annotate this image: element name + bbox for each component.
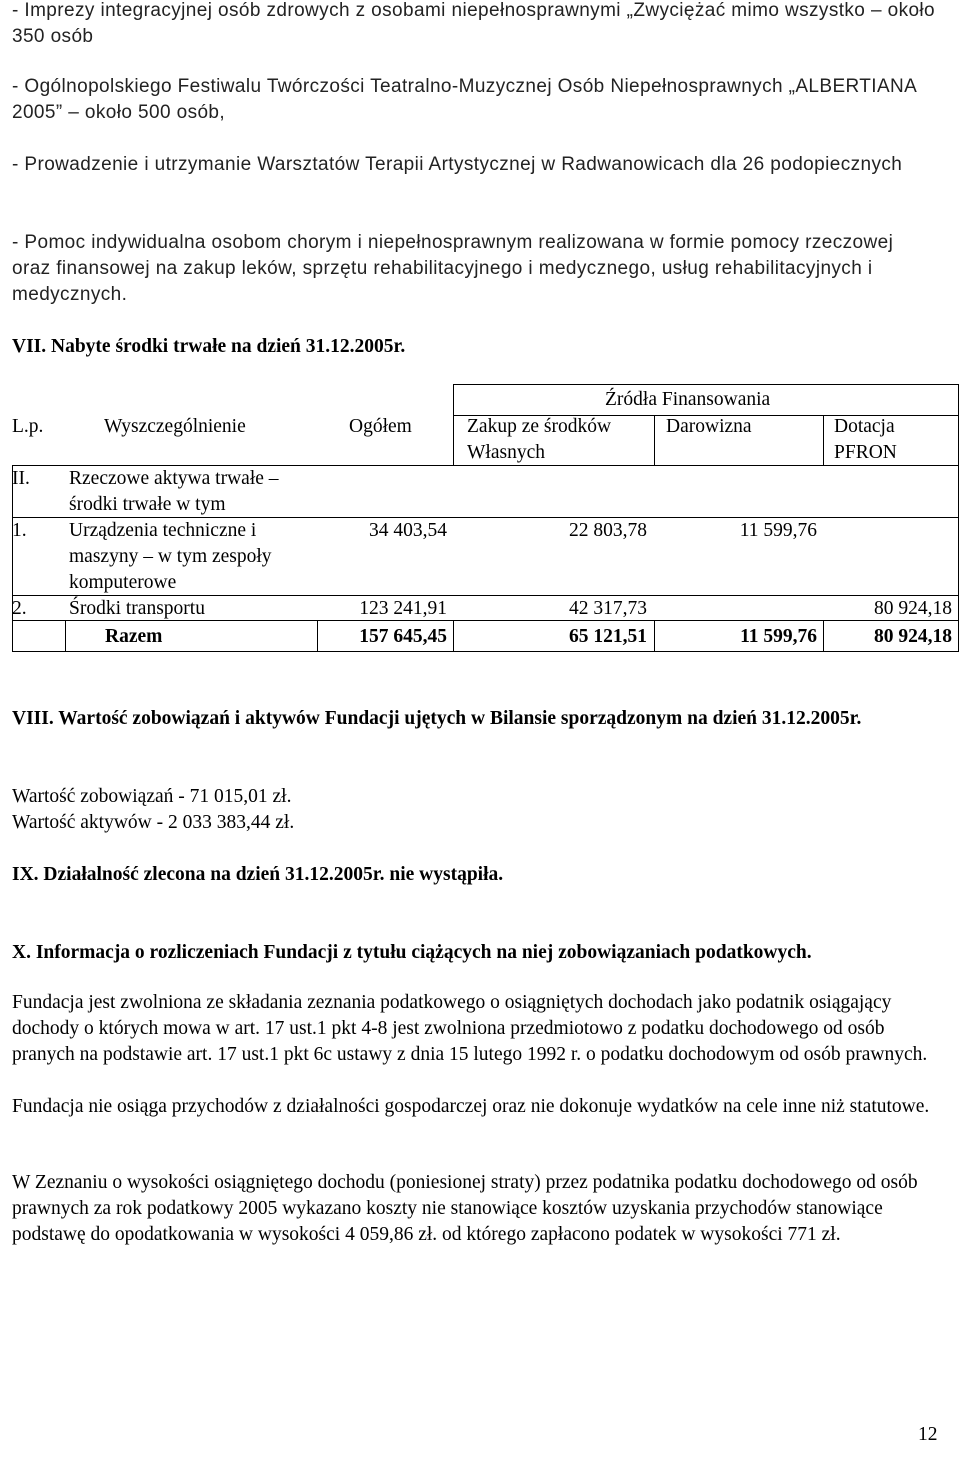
- intro-item-4-text: - Pomoc indywidualna osobom chorym i niepełnosprawnym realizowana w formie pomocy rzeczowej oraz finansowej na zakup leków, sprzętu rehabilitacyjnego i medycznego, usług rehabilitacyjnych i medycznych.: [12, 232, 894, 305]
- col-header-pfron: Dotacja PFRON: [834, 416, 897, 463]
- section-vii-title: VII. Nabyte środki trwałe na dzień 31.12.2005r.: [12, 336, 406, 357]
- row-ii-description: Rzeczowe aktywa trwałe – środki trwałe w tym: [69, 468, 279, 515]
- row-ii-lp: II.: [12, 468, 30, 489]
- liabilities-value: Wartość zobowiązań - 71 015,01 zł.: [12, 786, 292, 807]
- row-1-lp: 1.: [12, 520, 27, 541]
- total-label: Razem: [105, 626, 163, 647]
- intro-item-4: [12, 230, 932, 308]
- total-donation: 11 599,76: [740, 626, 817, 647]
- row-2-pfron: 80 924,18: [874, 598, 952, 619]
- funding-sources-header: Źródła Finansowania: [605, 389, 771, 410]
- col-header-description: Wyszczególnienie: [104, 416, 246, 437]
- intro-item-2-text: - Ogólnopolskiego Festiwalu Twórczości Teatralno-Muzycznej Osób Niepełnosprawnych „ALBERTIANA 2005” – około 500 osób,: [12, 76, 917, 123]
- col-header-total: Ogółem: [349, 416, 412, 437]
- row-2-own-funds: 42 317,73: [569, 598, 647, 619]
- section-ix-title: IX. Działalność zlecona na dzień 31.12.2005r. nie wystąpiła.: [12, 864, 504, 885]
- total-own-funds: 65 121,51: [569, 626, 647, 647]
- page-number: 12: [918, 1424, 938, 1445]
- row-2-lp: 2.: [12, 598, 27, 619]
- row-2-description: Środki transportu: [69, 598, 205, 619]
- intro-item-1: [12, 0, 942, 50]
- section-x-paragraph-3: W Zeznaniu o wysokości osiągniętego dochodu (poniesionej straty) przez podatnika podatku dochodowego od osób prawnych za rok podatkowy 2005 wykazano koszty nie stanowiące kosztów uzyskania przychodów stanowiące podstawę do opodatkowania w wysokości 4 059,86 zł. od którego zapłacono podatek w wysokości 771 zł.: [12, 1172, 918, 1245]
- row-1-donation: 11 599,76: [739, 520, 817, 541]
- col-header-lp: L.p.: [12, 416, 44, 437]
- section-viii-title: VIII. Wartość zobowiązań i aktywów Fundacji ujętych w Bilansie sporządzonym na dzień 31.12.2005r.: [12, 708, 862, 729]
- col-header-donation: Darowizna: [666, 416, 752, 437]
- intro-item-3: [12, 152, 912, 178]
- section-x-paragraph-2: Fundacja nie osiąga przychodów z działalności gospodarczej oraz nie dokonuje wydatków na cele inne niż statutowe.: [12, 1096, 930, 1117]
- col-header-own-funds: Zakup ze środków Własnych: [467, 416, 612, 463]
- row-1-total: 34 403,54: [369, 520, 447, 541]
- total-total: 157 645,45: [359, 626, 447, 647]
- assets-table: [12, 384, 959, 652]
- total-pfron: 80 924,18: [874, 626, 952, 647]
- row-1-description: Urządzenia techniczne i maszyny – w tym zespoły komputerowe: [69, 520, 272, 593]
- intro-item-1-text: - Imprezy integracyjnej osób zdrowych z osobami niepełnosprawnymi „Zwyciężać mimo wszystko – około 350 osób: [12, 0, 936, 47]
- section-x-paragraph-1: Fundacja jest zwolniona ze składania zeznania podatkowego o osiągniętych dochodach jako podatnik osiągający dochody o których mowa w art. 17 ust.1 pkt 4-8 jest zwolniona przedmiotowo z podatku dochodowego od osób pranych na podstawie art. 17 ust.1 pkt 6c ustawy z dnia 15 lutego 1992 r. o podatku dochodowym od osób prawnych.: [12, 992, 928, 1065]
- intro-item-2: [12, 74, 922, 126]
- row-1-own-funds: 22 803,78: [569, 520, 647, 541]
- assets-value: Wartość aktywów - 2 033 383,44 zł.: [12, 812, 295, 833]
- section-x-title: X. Informacja o rozliczeniach Fundacji z tytułu ciążących na niej zobowiązaniach podatkowych.: [12, 942, 812, 963]
- intro-item-3-text: - Prowadzenie i utrzymanie Warsztatów Terapii Artystycznej w Radwanowicach dla 26 podopiecznych: [12, 154, 903, 175]
- row-2-total: 123 241,91: [359, 598, 447, 619]
